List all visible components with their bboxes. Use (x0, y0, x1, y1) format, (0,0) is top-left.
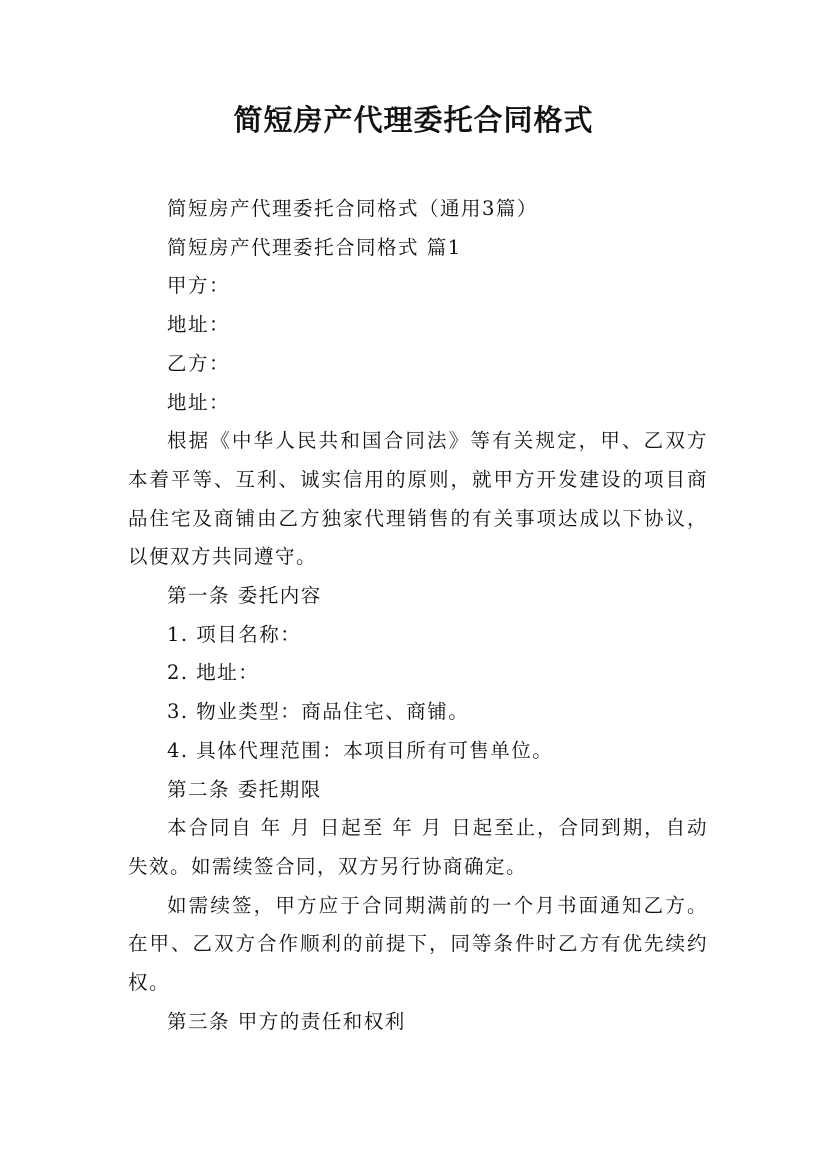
article-3-heading: 第三条 甲方的责任和权利 (167, 1009, 406, 1033)
document-subtitle: 简短房产代理委托合同格式（通用3篇） (167, 197, 538, 220)
list-item: 3. 物业类型：商品住宅、商铺。 (167, 700, 470, 724)
party-a-address-label: 地址： (167, 313, 231, 337)
document-body (128, 190, 708, 1041)
term-paragraph: 本合同自 年 月 日起至 年 月 日起至止，合同到期，自动失效。如需续签合同，双方另行协商确定。 (128, 816, 708, 878)
renewal-paragraph: 如需续签，甲方应于合同期满前的一个月书面通知乙方。在甲、乙双方合作顺利的前提下，同等条件时乙方有优先续约权。 (128, 893, 708, 995)
section-heading: 简短房产代理委托合同格式 篇1 (167, 235, 462, 259)
list-item: 2. 地址： (167, 661, 260, 685)
party-b-label: 乙方： (167, 351, 231, 375)
preamble-paragraph: 根据《中华人民共和国合同法》等有关规定，甲、乙双方本着平等、互利、诚实信用的原则，就甲方开发建设的项目商品住宅及商铺由乙方独家代理销售的有关事项达成以下协议，以便双方共同遵守。 (128, 429, 708, 569)
document-title: 简短房产代理委托合同格式 (233, 103, 594, 137)
article-2-heading: 第二条 委托期限 (167, 777, 322, 801)
list-item: 1. 项目名称： (167, 622, 302, 646)
party-a-label: 甲方： (167, 274, 231, 298)
article-1-heading: 第一条 委托内容 (167, 584, 322, 608)
list-item: 4. 具体代理范围：本项目所有可售单位。 (167, 738, 554, 762)
party-b-address-label: 地址： (167, 390, 231, 414)
